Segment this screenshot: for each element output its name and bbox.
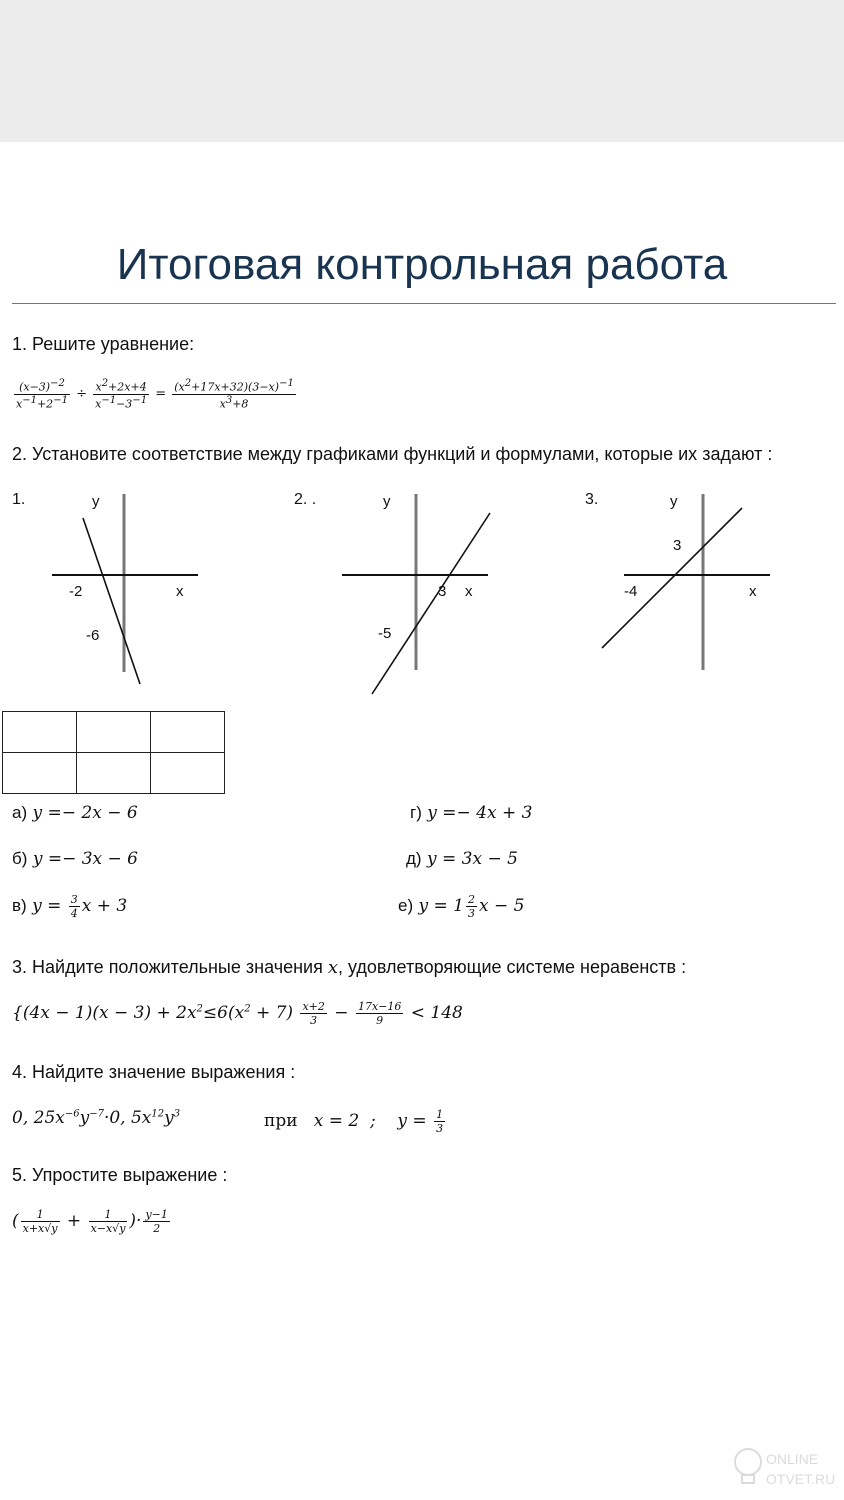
answer-cell[interactable] (3, 712, 77, 753)
graph-1 (40, 488, 210, 688)
page-title: Итоговая контрольная работа (116, 240, 728, 289)
watermark-logo (732, 1444, 836, 1490)
option-d: д) y = 3x − 5 (406, 849, 518, 869)
task-5-expression: ( $\frac{1}{x+x√y}$ + $\frac{1}{x-x√y}$ )· $\frac{y-1}{2}$ (12, 1208, 168, 1235)
graph-2-line (372, 513, 490, 694)
answer-grid (2, 711, 225, 794)
graph-3-line (602, 508, 742, 648)
graph-3-y-label: y (670, 493, 678, 510)
option-v: в) y = $\frac{3}{4}$ x + 3 (12, 893, 128, 920)
task-1-label: 1. Решите уравнение: (12, 334, 195, 354)
task-3-system: {$(4x - 1)(x - 3) + 2x^2\le 6(x^2 + 7)$ $\frac{x+2}{3}$ − $\frac{17x-16}{9}$ < 148 (12, 1000, 463, 1027)
top-bar (0, 0, 844, 142)
answer-cell[interactable] (77, 712, 151, 753)
graph-1-x-label: x (176, 583, 184, 600)
graph-2-number: 2. . (294, 491, 317, 508)
graph-1-line (83, 518, 140, 684)
task-4-condition: при x = 2 ; y = $\frac{1}{3}$ (264, 1108, 444, 1135)
svg-text:OTVET.RU: OTVET.RU (766, 1471, 836, 1487)
graph-3 (598, 488, 778, 678)
graph-1-number: 1. (12, 491, 26, 508)
answer-grid-row (3, 753, 225, 794)
answer-grid-row (3, 712, 225, 753)
task-2-label: 2. Установите соответствие между графиками функций и формулами, которые их задают : (12, 444, 773, 464)
graph-1-x-intercept: -2 (69, 583, 83, 600)
lightbulb-icon (732, 1444, 836, 1490)
option-b: б) y =− 3x − 6 (12, 849, 138, 869)
graph-2-y-intercept: -5 (378, 625, 392, 642)
option-g: г) y =− 4x + 3 (410, 803, 533, 823)
graph-2-x-label: x (465, 583, 473, 600)
task-4-label: 4. Найдите значение выражения : (12, 1062, 296, 1082)
graph-3-number: 3. (585, 491, 599, 508)
answer-cell[interactable] (151, 753, 225, 794)
task-4-expression: 0, $25x^{-6}y^{-7}\cdot 0$, $5x^{12}y^3$ (12, 1108, 181, 1128)
task-5-label: 5. Упростите выражение : (12, 1165, 228, 1185)
svg-text:ONLINE: ONLINE (766, 1451, 819, 1467)
option-e: е) y = 1 $\frac{2}{3}$ x − 5 (398, 893, 525, 920)
answer-cell[interactable] (3, 753, 77, 794)
graph-3-x-intercept: -4 (624, 583, 638, 600)
graph-3-x-label: x (749, 583, 757, 600)
graph-2 (330, 488, 500, 698)
graph-3-y-intercept: 3 (673, 537, 682, 554)
answer-cell[interactable] (151, 712, 225, 753)
option-a: а) y =− 2x − 6 (12, 803, 138, 823)
graph-1-y-intercept: -6 (86, 627, 100, 644)
task-3-label: 3. Найдите положительные значения x, удовлетворяющие системе неравенств : (12, 957, 687, 978)
title-divider (12, 303, 836, 304)
answer-cell[interactable] (77, 753, 151, 794)
graph-2-y-label: y (383, 493, 391, 510)
task-1-equation: $\frac{(x-3)^{-2}}{x^{-1}+2^{-1}}$ ÷ $\frac{x^2+2x+4}{x^{-1}-3^{-1}}$ = $\frac{(x^2+17x+32)(3-x)^{-1}}{x^3+8}$ (16, 378, 294, 411)
graph-2-x-intercept: 3 (438, 583, 447, 600)
graph-1-y-label: y (92, 493, 100, 510)
